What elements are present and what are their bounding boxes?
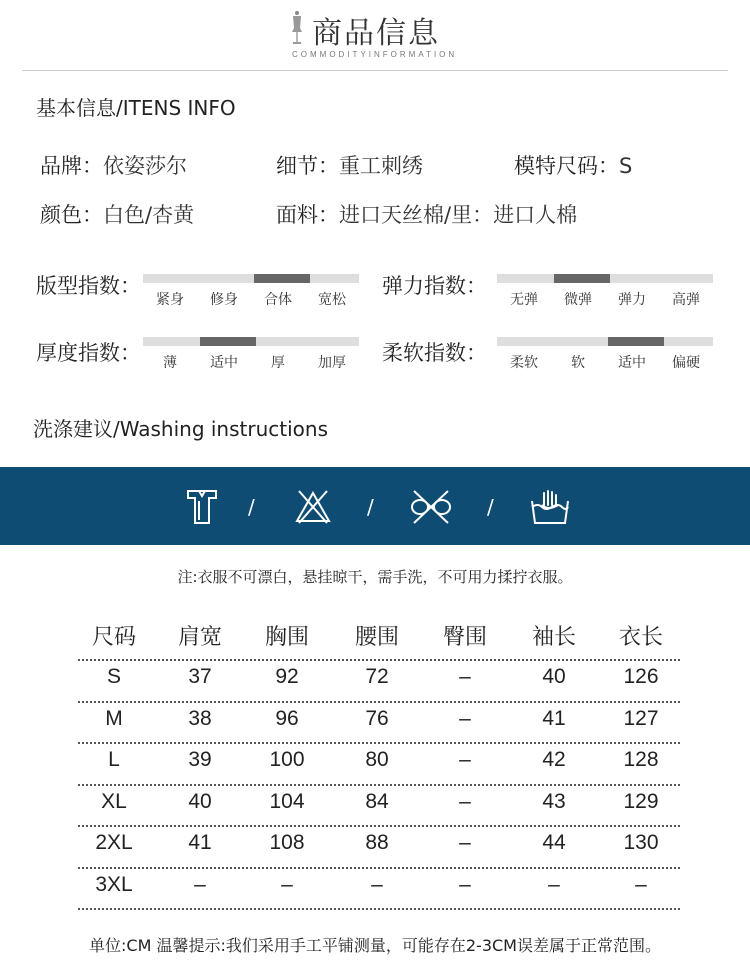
basic-info-title: 基本信息/ITENS INFO xyxy=(36,96,236,120)
table-header-cell: 尺码 xyxy=(91,625,137,650)
table-cell: 127 xyxy=(623,706,659,730)
attr-value: 白色/杏黄 xyxy=(103,203,195,227)
index-option: 薄 xyxy=(163,355,177,371)
index-option: 修身 xyxy=(210,292,238,308)
header-divider xyxy=(22,70,728,71)
index-option: 厚 xyxy=(271,355,285,371)
index-label: 厚度指数： xyxy=(36,341,141,365)
table-cell: 40 xyxy=(188,789,212,813)
table-header-cell: 袖长 xyxy=(531,625,577,650)
table-cell: – xyxy=(635,872,647,896)
table-row-divider xyxy=(78,908,680,910)
attr-key: 模特尺码： xyxy=(514,154,619,178)
table-cell: M xyxy=(105,706,123,730)
index-option: 合体 xyxy=(264,292,292,308)
table-header-cell: 肩宽 xyxy=(177,625,223,650)
table-cell: 42 xyxy=(542,748,566,771)
no-wring-icon xyxy=(408,487,454,527)
attr-color xyxy=(40,199,194,229)
table-cell: S xyxy=(106,665,122,688)
table-cell: 80 xyxy=(365,748,389,771)
table-cell: 130 xyxy=(623,831,659,854)
index-scale-bar xyxy=(143,274,359,283)
table-header-cell: 胸围 xyxy=(264,625,310,650)
table-row-divider xyxy=(78,825,680,827)
table-cell: XL xyxy=(101,789,127,813)
index-selected-marker xyxy=(608,337,664,346)
index-label: 柔软指数： xyxy=(382,341,487,365)
index-option: 加厚 xyxy=(318,355,346,371)
index-option: 紧身 xyxy=(156,292,184,308)
table-cell: 104 xyxy=(269,789,305,813)
table-header-cell: 臀围 xyxy=(442,625,488,650)
index-label: 弹力指数： xyxy=(382,274,487,298)
index-option: 弹力 xyxy=(618,292,646,308)
hang-dry-icon xyxy=(182,487,222,527)
no-bleach-icon xyxy=(293,487,333,527)
table-row-divider xyxy=(78,701,680,703)
table-cell: 2XL xyxy=(95,831,133,854)
table-cell: – xyxy=(281,872,293,896)
separator: / xyxy=(487,495,494,519)
table-cell: 39 xyxy=(188,748,212,771)
attr-model-size xyxy=(514,150,632,180)
attr-value: 进口天丝棉/里：进口人棉 xyxy=(339,203,578,227)
index-label: 版型指数： xyxy=(36,274,141,298)
table-cell: – xyxy=(548,872,560,896)
measurement-note: 单位:CM 温馨提示:我们采用手工平铺测量，可能存在2-3CM误差属于正常范围。 xyxy=(89,936,661,955)
index-option: 柔软 xyxy=(510,355,538,371)
table-row-divider xyxy=(78,784,680,786)
separator: / xyxy=(367,495,374,519)
page-subtitle: COMMODITYINFORMATION xyxy=(292,50,458,59)
table-cell: 76 xyxy=(365,706,389,730)
table-header-cell: 衣长 xyxy=(618,625,664,650)
table-cell: 96 xyxy=(275,706,299,730)
table-cell: 92 xyxy=(275,665,299,688)
table-cell: 41 xyxy=(188,831,212,854)
index-scale-bar xyxy=(497,337,713,346)
index-option: 适中 xyxy=(618,355,646,371)
table-cell: – xyxy=(459,831,471,854)
table-cell: – xyxy=(459,665,471,688)
washing-note: 注:衣服不可漂白，悬挂晾干，需手洗，不可用力揉拧衣服。 xyxy=(177,568,573,586)
table-cell: 108 xyxy=(269,831,305,854)
table-cell: – xyxy=(371,872,383,896)
table-cell: 126 xyxy=(623,665,659,688)
index-option: 无弹 xyxy=(510,292,538,308)
page-title: 商品信息 xyxy=(312,16,440,51)
attr-key: 面料： xyxy=(276,203,339,227)
table-cell: – xyxy=(194,872,206,896)
separator: / xyxy=(248,495,255,519)
attr-brand xyxy=(40,150,187,180)
table-cell: 40 xyxy=(542,665,566,688)
index-scale-bar xyxy=(143,337,359,346)
washing-icon-band xyxy=(0,467,750,545)
table-row-divider xyxy=(78,659,680,661)
mannequin-icon xyxy=(290,10,304,46)
index-scale-bar xyxy=(497,274,713,283)
table-cell: 41 xyxy=(542,706,566,730)
table-cell: 128 xyxy=(623,748,659,771)
index-option: 高弹 xyxy=(672,292,700,308)
table-cell: L xyxy=(108,748,120,771)
table-cell: 37 xyxy=(188,665,212,688)
index-option: 适中 xyxy=(210,355,238,371)
attr-key: 细节： xyxy=(276,154,339,178)
index-option: 偏硬 xyxy=(672,355,700,371)
attr-key: 颜色： xyxy=(40,203,103,227)
washing-title: 洗涤建议/Washing instructions xyxy=(33,417,328,441)
table-cell: 44 xyxy=(542,831,566,854)
index-selected-marker xyxy=(554,274,610,283)
index-selected-marker xyxy=(200,337,256,346)
attr-fabric xyxy=(276,199,577,229)
index-option: 宽松 xyxy=(318,292,346,308)
table-header-cell: 腰围 xyxy=(354,625,400,650)
table-cell: 43 xyxy=(542,789,566,813)
attr-key: 品牌： xyxy=(40,154,103,178)
index-option: 微弹 xyxy=(564,292,592,308)
table-cell: 84 xyxy=(365,789,389,813)
table-cell: 38 xyxy=(188,706,212,730)
table-cell: – xyxy=(459,872,471,896)
table-cell: 72 xyxy=(365,665,389,688)
attr-value: 重工刺绣 xyxy=(339,154,423,178)
table-row-divider xyxy=(78,742,680,744)
page-header xyxy=(0,0,750,70)
attr-value: 依姿莎尔 xyxy=(103,154,187,178)
attr-value: S xyxy=(619,154,633,178)
hand-wash-icon xyxy=(528,487,572,527)
table-cell: – xyxy=(459,748,471,771)
table-cell: 3XL xyxy=(95,872,133,896)
attr-detail xyxy=(276,150,423,180)
table-cell: – xyxy=(459,789,471,813)
index-selected-marker xyxy=(254,274,310,283)
table-row-divider xyxy=(78,867,680,869)
index-option: 软 xyxy=(571,355,585,371)
table-cell: – xyxy=(459,706,471,730)
table-cell: 100 xyxy=(269,748,305,771)
table-cell: 129 xyxy=(623,789,659,813)
table-cell: 88 xyxy=(365,831,389,854)
